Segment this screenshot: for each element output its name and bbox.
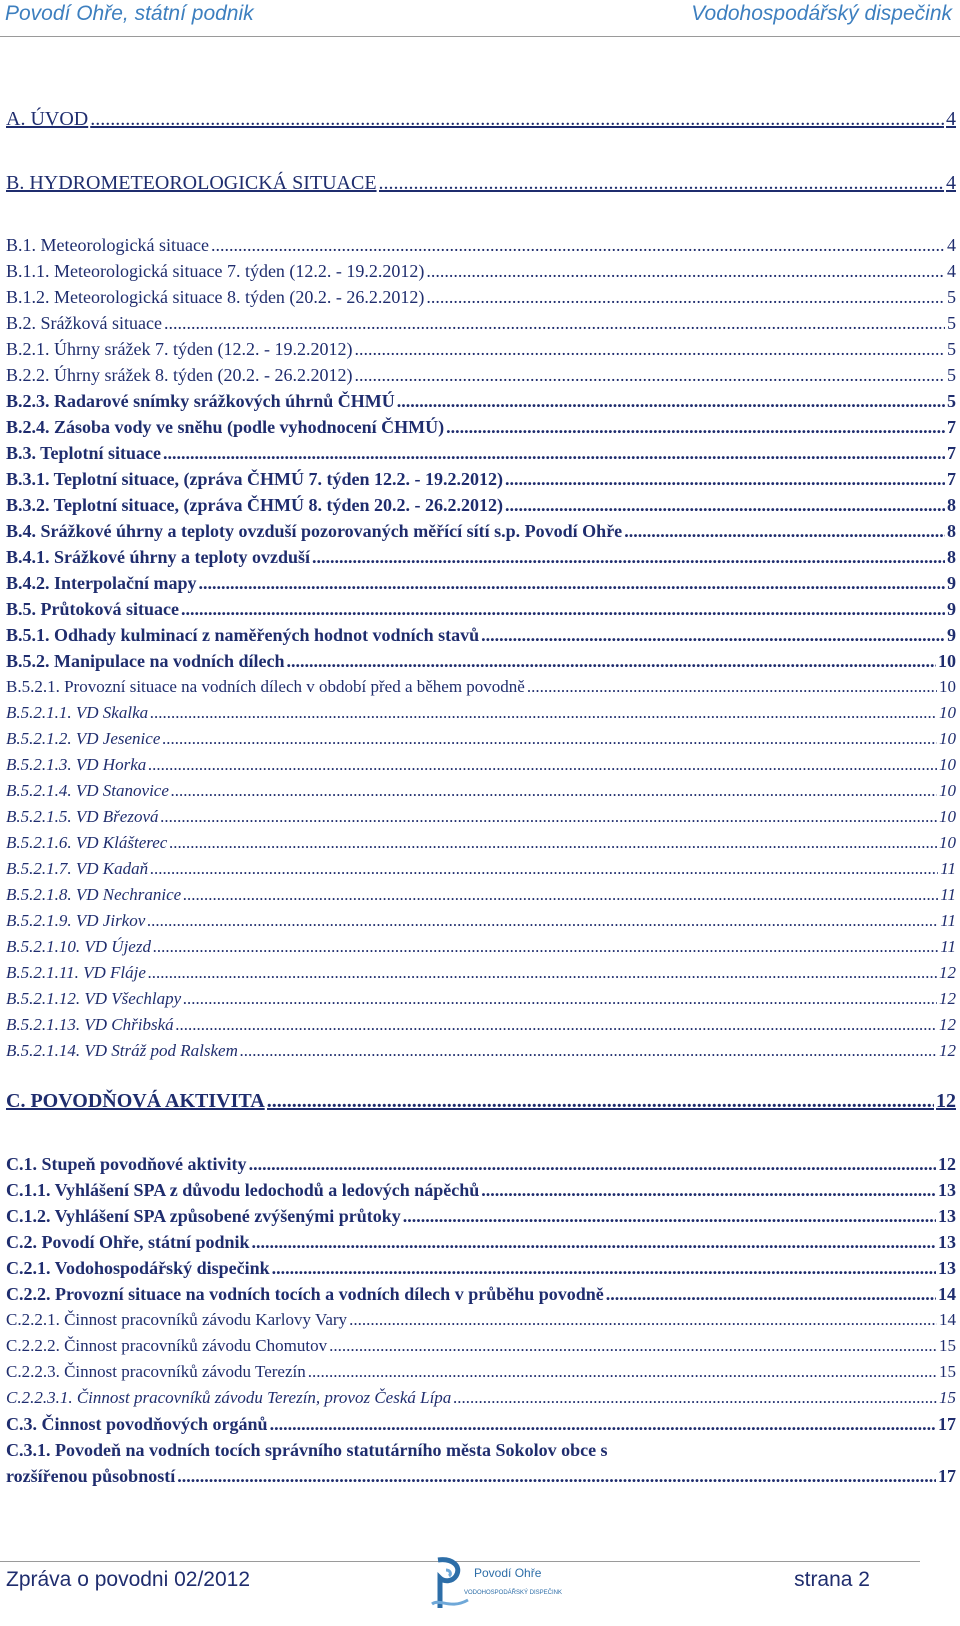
toc-entry[interactable] <box>6 172 956 194</box>
toc-entry[interactable] <box>6 1335 956 1357</box>
toc-entry-label: B.1.2. Meteorologická situace 8. týden (20.2. - 26.2.2012) <box>6 287 425 307</box>
toc-leader-dots <box>90 108 944 130</box>
toc-entry-label: B.2.4. Zásoba vody ve sněhu (podle vyhodnocení ČHMÚ) <box>6 417 445 437</box>
toc-leader-dots <box>163 442 945 464</box>
toc-leader-dots <box>150 858 938 880</box>
toc-page-number: 4 <box>946 108 956 130</box>
toc-leader-dots <box>329 1335 937 1357</box>
toc-page-number: 13 <box>938 1258 956 1278</box>
toc-leader-dots <box>211 234 945 256</box>
toc-leader-dots <box>150 702 937 724</box>
toc-entry-label: B.5.2.1.10. VD Újezd <box>6 937 151 956</box>
toc-leader-dots <box>481 624 945 646</box>
toc-entry[interactable] <box>6 1361 956 1383</box>
toc-entry[interactable] <box>6 546 956 568</box>
toc-entry[interactable] <box>6 338 956 360</box>
toc-page-number: 14 <box>939 1310 956 1329</box>
toc-page-number: 8 <box>947 547 956 567</box>
toc-page-number: 8 <box>947 495 956 515</box>
toc-page-number: 11 <box>940 885 956 904</box>
toc-leader-dots <box>240 1040 937 1062</box>
toc-leader-dots <box>397 390 945 412</box>
toc-leader-dots <box>624 520 945 542</box>
toc-entry-label: B.5.2.1.6. VD Klášterec <box>6 833 168 852</box>
toc-page-number: 12 <box>939 1041 956 1060</box>
toc-entry-label: C.2.2.2. Činnost pracovníků závodu Chomutov <box>6 1336 328 1355</box>
toc-leader-dots <box>147 910 938 932</box>
toc-leader-dots <box>270 1413 936 1435</box>
toc-page-number: 11 <box>940 911 956 930</box>
toc-leader-dots <box>171 780 937 802</box>
toc-page-number: 12 <box>938 1154 956 1174</box>
toc-page-number: 17 <box>938 1466 956 1486</box>
toc-entry[interactable] <box>6 1153 956 1175</box>
toc-leader-dots <box>403 1205 936 1227</box>
toc-entry-label: B.2. Srážková situace <box>6 313 162 333</box>
toc-leader-dots <box>148 754 937 776</box>
toc-leader-dots <box>249 1153 936 1175</box>
toc-leader-dots <box>453 1387 937 1409</box>
toc-page-number: 12 <box>936 1090 956 1112</box>
toc-entry[interactable] <box>6 702 956 724</box>
toc-page-number: 13 <box>938 1180 956 1200</box>
toc-entry[interactable] <box>6 364 956 386</box>
toc-leader-dots <box>183 988 937 1010</box>
toc-entry-label: C.1.2. Vyhlášení SPA způsobené zvýšenými průtoky <box>6 1206 401 1226</box>
toc-page-number: 5 <box>947 391 956 411</box>
toc-entry[interactable] <box>6 390 956 412</box>
toc-leader-dots <box>199 572 945 594</box>
toc-page-number: 7 <box>947 443 956 463</box>
toc-entry[interactable] <box>6 884 956 906</box>
toc-entry-label: B.2.3. Radarové snímky srážkových úhrnů ČHMÚ <box>6 391 395 411</box>
toc-page-number: 4 <box>946 172 956 194</box>
toc-entry[interactable] <box>6 108 956 130</box>
toc-entry[interactable] <box>6 1040 956 1062</box>
toc-entry[interactable] <box>6 1283 956 1305</box>
toc-page-number: 10 <box>939 703 956 722</box>
toc-entry[interactable] <box>6 832 956 854</box>
toc-leader-dots <box>312 546 945 568</box>
toc-entry-label: B.5.2.1.13. VD Chřibská <box>6 1015 174 1034</box>
toc-page-number: 10 <box>939 781 956 800</box>
toc-leader-dots <box>267 1090 934 1112</box>
toc-page-number: 9 <box>947 573 956 593</box>
toc-leader-dots <box>177 1465 936 1487</box>
toc-leader-dots <box>426 260 945 282</box>
toc-page-number: 9 <box>947 625 956 645</box>
toc-leader-dots <box>181 598 945 620</box>
toc-entry[interactable] <box>6 624 956 646</box>
toc-entry-label: B.4.1. Srážkové úhrny a teploty ovzduší <box>6 547 311 567</box>
toc-leader-dots <box>164 312 945 334</box>
toc-entry[interactable] <box>6 312 956 334</box>
toc-entry-label: B.1.1. Meteorologická situace 7. týden (12.2. - 19.2.2012) <box>6 261 425 281</box>
header-left: Povodí Ohře, státní podnik <box>5 2 254 25</box>
toc-entry-label: C.3.1. Povodeň na vodních tocích správního statutárního města Sokolov obce s <box>6 1440 608 1460</box>
toc-page-number: 11 <box>940 937 956 956</box>
toc-page-number: 11 <box>940 859 956 878</box>
toc-entry[interactable] <box>6 1413 956 1435</box>
header-right: Vodohospodářský dispečink <box>691 2 952 25</box>
toc-leader-dots <box>349 1309 937 1331</box>
toc-entry-label: B.5.2.1.3. VD Horka <box>6 755 147 774</box>
toc-entry-label: B.2.1. Úhrny srážek 7. týden (12.2. - 19.2.2012) <box>6 339 353 359</box>
toc-entry-label: C. POVODŇOVÁ AKTIVITA <box>6 1090 265 1112</box>
toc-page-number: 12 <box>939 963 956 982</box>
toc-page-number: 15 <box>939 1336 956 1355</box>
toc-page-number: 5 <box>947 287 956 307</box>
toc-entry[interactable] <box>6 936 956 958</box>
toc-leader-dots <box>481 1179 936 1201</box>
toc-page-number: 10 <box>939 807 956 826</box>
toc-entry[interactable] <box>6 988 956 1010</box>
toc-entry-label: C.2. Povodí Ohře, státní podnik <box>6 1232 250 1252</box>
toc-entry[interactable] <box>6 806 956 828</box>
toc-page-number: 12 <box>939 1015 956 1034</box>
toc-leader-dots <box>308 1361 937 1383</box>
toc-page-number: 5 <box>947 365 956 385</box>
toc-entry-label: B.3.1. Teplotní situace, (zpráva ČHMÚ 7. týden 12.2. - 19.2.2012) <box>6 469 503 489</box>
toc-entry-label: B.5.1. Odhady kulminací z naměřených hodnot vodních stavů <box>6 625 480 645</box>
toc-leader-dots <box>162 728 937 750</box>
toc-entry-label: B.3.2. Teplotní situace, (zpráva ČHMÚ 8. týden 20.2. - 26.2.2012) <box>6 495 503 515</box>
toc-entry[interactable] <box>6 1179 956 1201</box>
toc-page-number: 14 <box>938 1284 956 1304</box>
toc-leader-dots <box>272 1257 936 1279</box>
toc-entry-label: B.5.2.1.2. VD Jesenice <box>6 729 161 748</box>
toc-leader-dots <box>379 172 944 194</box>
toc-entry[interactable] <box>6 572 956 594</box>
toc-entry-label: B.5.2.1.14. VD Stráž pod Ralskem <box>6 1041 238 1060</box>
toc-page-number: 15 <box>939 1388 956 1407</box>
toc-entry-label: B.5.2.1. Provozní situace na vodních dílech v období před a během povodně <box>6 677 525 696</box>
toc-entry[interactable] <box>6 286 956 308</box>
toc-entry-label: C.2.2.3. Činnost pracovníků závodu Terezín <box>6 1362 306 1381</box>
toc-entry-label: C.2.2. Provozní situace na vodních tocích a vodních dílech v průběhu povodně <box>6 1284 604 1304</box>
toc-entry[interactable] <box>6 494 956 516</box>
toc-entry-label: C.3. Činnost povodňových orgánů <box>6 1414 268 1434</box>
toc-entry[interactable] <box>6 1257 956 1279</box>
toc-leader-dots <box>169 832 937 854</box>
toc-entry-label: B.5.2.1.4. VD Stanovice <box>6 781 169 800</box>
toc-entry[interactable] <box>6 1387 956 1409</box>
logo-text: Povodí Ohře <box>474 1566 542 1580</box>
toc-entry[interactable] <box>6 598 956 620</box>
toc-page-number: 10 <box>938 651 956 671</box>
toc-leader-dots <box>176 1014 937 1036</box>
toc-entry[interactable] <box>6 962 956 984</box>
toc-entry-label: C.2.1. Vodohospodářský dispečink <box>6 1258 270 1278</box>
toc-entry[interactable] <box>6 910 956 932</box>
toc-entry-label: B.5.2.1.11. VD Fláje <box>6 963 146 982</box>
toc-page-number: 10 <box>939 729 956 748</box>
toc-leader-dots <box>426 286 945 308</box>
toc-entry-label: C.1.1. Vyhlášení SPA z důvodu ledochodů a ledových nápěchů <box>6 1180 480 1200</box>
toc-leader-dots <box>148 962 937 984</box>
toc-leader-dots <box>161 806 937 828</box>
toc-entry[interactable] <box>6 676 956 698</box>
toc-page-number: 17 <box>938 1414 956 1434</box>
toc-entry-label: B.4. Srážkové úhrny a teploty ovzduší pozorovaných měřící sítí s.p. Povodí Ohře <box>6 521 623 541</box>
toc-leader-dots <box>446 416 945 438</box>
toc-leader-dots <box>252 1231 936 1253</box>
toc-page-number: 8 <box>947 521 956 541</box>
toc-entry[interactable] <box>6 1309 956 1331</box>
logo-icon <box>430 1556 470 1616</box>
toc-entry[interactable] <box>6 1090 956 1112</box>
toc-entry[interactable] <box>6 234 956 256</box>
toc-entry[interactable] <box>6 1231 956 1253</box>
toc-entry-label: B.1. Meteorologická situace <box>6 235 209 255</box>
toc-entry[interactable] <box>6 728 956 750</box>
toc-entry[interactable] <box>6 1439 956 1461</box>
toc-entry-label: C.1. Stupeň povodňové aktivity <box>6 1154 247 1174</box>
toc-page-number: 7 <box>947 417 956 437</box>
logo-subtext: VODOHOSPODÁŘSKÝ DISPEČINK <box>464 1590 563 1596</box>
toc-entry-label: C.2.2.1. Činnost pracovníků závodu Karlovy Vary <box>6 1310 348 1329</box>
toc-leader-dots <box>354 338 945 360</box>
toc-leader-dots <box>183 884 938 906</box>
toc-page-number: 10 <box>939 677 956 696</box>
toc-entry-label: C.2.2.3.1. Činnost pracovníků závodu Terezín, provoz Česká Lípa <box>6 1388 452 1407</box>
toc-leader-dots <box>354 364 945 386</box>
toc-entry[interactable] <box>6 1465 956 1487</box>
toc-page-number: 15 <box>939 1362 956 1381</box>
footer-report-title: Zpráva o povodni 02/2012 <box>6 1568 251 1591</box>
toc-leader-dots <box>153 936 938 958</box>
toc-entry[interactable] <box>6 754 956 776</box>
toc-entry-label: A. ÚVOD <box>6 108 89 130</box>
toc-entry-label: B.5.2. Manipulace na vodních dílech <box>6 651 285 671</box>
toc-entry[interactable] <box>6 520 956 542</box>
toc-page-number: 7 <box>947 469 956 489</box>
toc-entry-label: B.5.2.1.8. VD Nechranice <box>6 885 182 904</box>
toc-entry[interactable] <box>6 442 956 464</box>
footer-page-number: strana 2 <box>794 1568 870 1591</box>
page-header <box>0 0 960 37</box>
toc-entry-label: B.2.2. Úhrny srážek 8. týden (20.2. - 26.2.2012) <box>6 365 353 385</box>
toc-page-number: 5 <box>947 313 956 333</box>
toc-entry[interactable] <box>6 468 956 490</box>
toc-page-number: 13 <box>938 1206 956 1226</box>
toc-entry-label: B. HYDROMETEOROLOGICKÁ SITUACE <box>6 172 377 194</box>
toc-entry[interactable] <box>6 858 956 880</box>
povodi-ohre-logo <box>430 1556 590 1616</box>
toc-entry-label: B.5.2.1.9. VD Jirkov <box>6 911 146 930</box>
toc-entry-label: B.5.2.1.7. VD Kadaň <box>6 859 149 878</box>
toc-page-number: 13 <box>938 1232 956 1252</box>
toc-page-number: 4 <box>947 235 956 255</box>
toc-entry-label: B.3. Teplotní situace <box>6 443 162 463</box>
toc-page-number: 5 <box>947 339 956 359</box>
toc-leader-dots <box>505 468 945 490</box>
toc-leader-dots <box>505 494 945 516</box>
toc-page-number: 4 <box>947 261 956 281</box>
toc-entry[interactable] <box>6 416 956 438</box>
toc-page-number: 10 <box>939 833 956 852</box>
toc-leader-dots <box>527 676 937 698</box>
toc-entry[interactable] <box>6 650 956 672</box>
toc-entry[interactable] <box>6 1205 956 1227</box>
toc-page-number: 10 <box>939 755 956 774</box>
toc-entry-label: B.4.2. Interpolační mapy <box>6 573 197 593</box>
toc-entry-label: B.5. Průtoková situace <box>6 599 179 619</box>
toc-entry[interactable] <box>6 260 956 282</box>
toc-entry-label: B.5.2.1.12. VD Všechlapy <box>6 989 182 1008</box>
toc-leader-dots <box>287 650 936 672</box>
toc-leader-dots <box>606 1283 936 1305</box>
toc-page-number: 12 <box>939 989 956 1008</box>
toc-entry-label: B.5.2.1.1. VD Skalka <box>6 703 149 722</box>
toc-entry[interactable] <box>6 780 956 802</box>
toc-entry[interactable] <box>6 1014 956 1036</box>
toc-entry-label: rozšířenou působností <box>6 1466 176 1486</box>
toc-page-number: 9 <box>947 599 956 619</box>
toc-entry-label: B.5.2.1.5. VD Březová <box>6 807 159 826</box>
